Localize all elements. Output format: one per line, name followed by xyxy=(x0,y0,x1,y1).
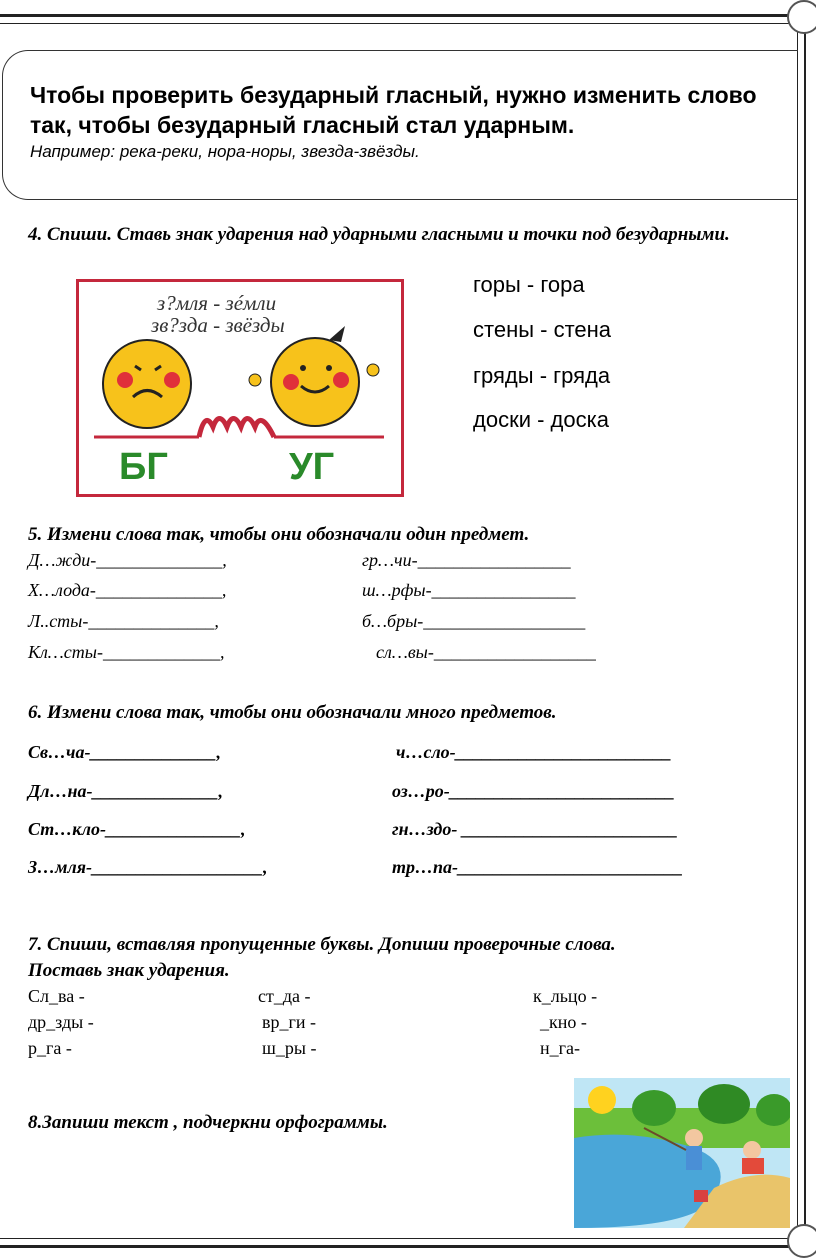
task6-left-item: Св…ча-______________, xyxy=(28,742,221,762)
task6-heading: 6. Измени слова так, чтобы они обозначали много предметов. xyxy=(28,702,557,723)
task4-word: стены - стена xyxy=(473,317,612,342)
task6-left-item: Ст…кло-_______________, xyxy=(28,819,246,839)
task6-right-item: оз…ро-_________________________ xyxy=(392,781,675,801)
task7-word: вр_ги - xyxy=(262,1012,317,1032)
task4-word: горы - гора xyxy=(473,272,585,297)
spring-icon xyxy=(199,419,274,438)
task5-left-item: Д…жди-______________, xyxy=(28,550,227,570)
task5-right-item: б…бры-__________________ xyxy=(362,611,586,631)
task7-heading-line2: Поставь знак ударения. xyxy=(28,960,230,981)
corner-ornament-icon xyxy=(787,1224,816,1258)
task7-word: н_га- xyxy=(540,1038,580,1058)
task7-word: др_зды - xyxy=(28,1012,94,1032)
task7-word: ст_да - xyxy=(258,986,311,1006)
task5-heading: 5. Измени слова так, чтобы они обозначали один предмет. xyxy=(28,524,530,545)
task7-heading-line1: 7. Спиши, вставляя пропущенные буквы. Допиши проверочные слова. xyxy=(28,934,616,955)
smiley-illustration xyxy=(76,279,404,497)
page-frame-bottom xyxy=(0,1238,800,1248)
task5-right-item: гр…чи-_________________ xyxy=(362,550,571,570)
task8-heading: 8.Запиши текст , подчеркни орфограммы. xyxy=(28,1112,388,1133)
task4-word: гряды - гряда xyxy=(473,363,611,388)
task6-right-item: тр…па-_________________________ xyxy=(392,857,684,877)
task5-left-item: Кл…сты-_____________, xyxy=(28,642,225,662)
task6-right-item: гн…здо- ________________________ xyxy=(392,819,678,839)
task4-word: доски - доска xyxy=(473,407,609,432)
label-ug: УГ xyxy=(289,446,335,488)
sun-icon xyxy=(588,1086,616,1114)
task5-left-item: Х…лода-______________, xyxy=(28,580,227,600)
task7-word: _кно - xyxy=(540,1012,587,1032)
task7-word: р_га - xyxy=(28,1038,72,1058)
rule-example: Например: река-реки, нора-норы, звезда-звёзды. xyxy=(30,142,420,161)
happy-face-icon xyxy=(249,326,379,426)
task4-heading: 4. Спиши. Ставь знак ударения над ударными гласными и точки под безударными. xyxy=(28,224,730,245)
task7-word: к_льцо - xyxy=(533,986,598,1006)
task7-word: Сл_ва - xyxy=(28,986,85,1006)
label-bg: БГ xyxy=(119,446,168,488)
task5-left-item: Л..сты-______________, xyxy=(28,611,219,631)
river-fishing-illustration xyxy=(574,1078,790,1228)
page-frame-right xyxy=(797,20,806,1238)
task6-left-item: З…мля-___________________, xyxy=(28,857,268,877)
task6-right-item: ч…сло-________________________ xyxy=(396,742,672,762)
task5-right-item: ш…рфы-________________ xyxy=(362,580,576,600)
sad-face-icon xyxy=(103,340,191,428)
corner-ornament-icon xyxy=(787,0,816,34)
page-frame-top xyxy=(0,14,800,24)
pic-line-1: з?мля - зéмли xyxy=(157,291,277,315)
task7-word: ш_ры - xyxy=(262,1038,317,1058)
task5-right-item: сл…вы-__________________ xyxy=(376,642,596,662)
pic-line-2: зв?зда - звёзды xyxy=(151,313,285,337)
rule-title: Чтобы проверить безударный гласный, нужно изменить слово так, чтобы безударный гласный стал ударным. xyxy=(30,82,757,138)
task6-left-item: Дл…на-______________, xyxy=(28,781,224,801)
